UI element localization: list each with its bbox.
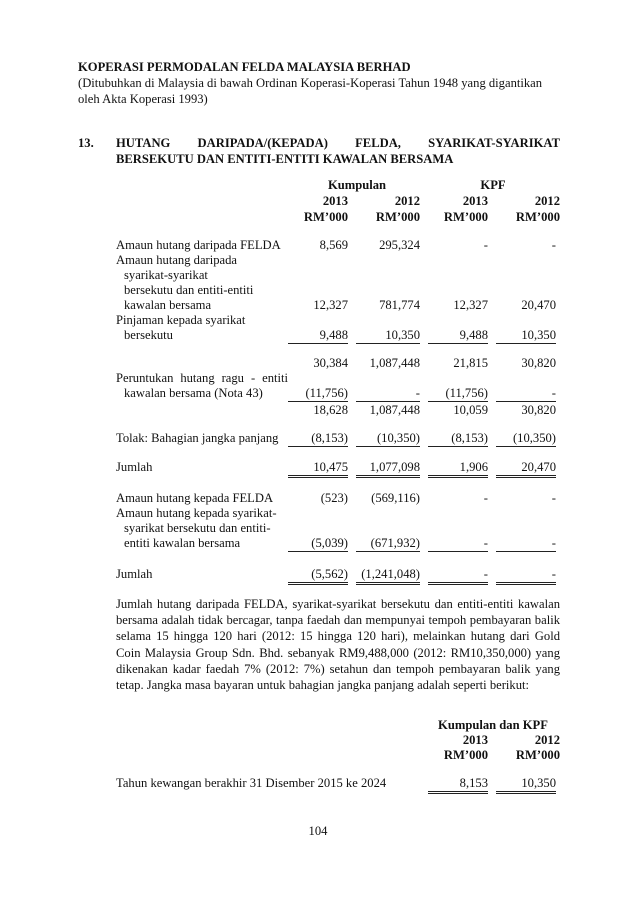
note-title-line-2: BERSEKUTU DAN ENTITI-ENTITI KAWALAN BERSAMA: [116, 152, 454, 166]
total-cell: -: [428, 567, 488, 585]
note-title-word: DARIPADA/(KEPADA): [197, 136, 328, 150]
subtotal-cell: 18,628: [313, 403, 348, 417]
table-cell: (5,039): [288, 536, 348, 552]
organization-subtitle-line-2: oleh Akta Koperasi 1993): [78, 92, 208, 106]
table-cell: (523): [320, 491, 348, 505]
table-cell: 9,488: [288, 328, 348, 344]
year-header: 2012: [394, 194, 420, 208]
table-cell: (569,116): [371, 491, 420, 505]
total-cell: 1,906: [428, 460, 488, 478]
row-label: kawalan bersama: [124, 298, 212, 312]
table-cell: 10,350: [356, 328, 420, 344]
row-label: kawalan bersama (Nota 43): [124, 386, 263, 400]
subtotal-cell: 30,820: [521, 403, 556, 417]
table-cell: -: [483, 238, 488, 252]
explanatory-paragraph: Jumlah hutang daripada FELDA, syarikat-syarikat bersekutu dan entiti-entiti kawalan bersama adalah tidak bercagar, tanpa faedah dan mempunyai tempoh pembayaran balik selama 15 hingga 120 hari (2012: 15 hingga 120 hari), melainkan hutang dari Gold Coin Malaysia Group Sdn. Bhd. sebanyak RM9,488,000 (2012: RM10,350,000) yang dikenakan kadar faedah 7% (2012: 7%) setahun dan tempoh pembayaran balik yang tetap. Jangka masa bayaran untuk bahagian jangka panjang adalah seperti berikut:: [116, 597, 560, 693]
row-label: Pinjaman kepada syarikat: [116, 313, 246, 327]
subtotal-cell: 21,815: [453, 356, 488, 370]
table-cell: (671,932): [356, 536, 420, 552]
subtotal-cell: 10,059: [453, 403, 488, 417]
row-label: Tolak: Bahagian jangka panjang: [116, 431, 279, 445]
row-label: bersekutu dan entiti-entiti: [124, 283, 254, 297]
table-cell: (8,153): [288, 431, 348, 447]
note-title-word: SYARIKAT-SYARIKAT: [428, 136, 560, 150]
table-cell: 9,488: [428, 328, 488, 344]
total-cell: (1,241,048): [356, 567, 420, 585]
table-cell: 20,470: [521, 298, 556, 312]
unit-header: RM’000: [303, 210, 348, 224]
table-cell: -: [496, 536, 556, 552]
subtotal-cell: 30,820: [521, 356, 556, 370]
table-cell: -: [496, 386, 556, 402]
unit-header: RM’000: [375, 210, 420, 224]
table-cell: (8,153): [428, 431, 488, 447]
table-cell: -: [356, 386, 420, 402]
row-label: syarikat bersekutu dan entiti-: [124, 521, 271, 535]
note-title-line-1: [116, 136, 560, 151]
year-header: 2013: [322, 194, 348, 208]
note-number: 13.: [78, 136, 94, 150]
note-title-word: FELDA,: [355, 136, 401, 150]
row-label: Jumlah: [116, 460, 153, 474]
row-label: Amaun hutang kepada syarikat-: [116, 506, 277, 520]
unit-header: RM’000: [515, 210, 560, 224]
note-title-word: HUTANG: [116, 136, 171, 150]
page-number: 104: [308, 824, 328, 838]
row-label: Amaun hutang daripada: [116, 253, 237, 267]
table-cell: 781,774: [379, 298, 420, 312]
row-label: bersekutu: [124, 328, 173, 342]
subtotal-cell: 1,087,448: [369, 356, 420, 370]
row-label: Tahun kewangan berakhir 31 Disember 2015 ke 2024: [116, 776, 387, 790]
table-cell: (11,756): [428, 386, 488, 402]
table-cell: 8,153: [428, 776, 488, 794]
subtotal-cell: 30,384: [313, 356, 348, 370]
year-header: 2013: [462, 194, 488, 208]
group-header-kpf: KPF: [480, 178, 506, 192]
row-label: syarikat-syarikat: [124, 268, 208, 282]
group-header-kumpulan: Kumpulan: [327, 178, 387, 192]
table-cell: -: [428, 536, 488, 552]
row-label: Amaun hutang kepada FELDA: [116, 491, 274, 505]
subtotal-cell: 1,087,448: [369, 403, 420, 417]
table-cell: (10,350): [356, 431, 420, 447]
row-label: Peruntukan hutang ragu - entiti: [116, 371, 288, 385]
year-header: 2012: [534, 194, 560, 208]
table-cell: (11,756): [288, 386, 348, 402]
unit-header: RM’000: [515, 748, 560, 762]
table-cell: (10,350): [496, 431, 556, 447]
table-cell: 8,569: [319, 238, 348, 252]
row-label: entiti kawalan bersama: [124, 536, 241, 550]
total-cell: (5,562): [288, 567, 348, 585]
table-cell: 12,327: [453, 298, 488, 312]
row-label: Amaun hutang daripada FELDA: [116, 238, 281, 252]
year-header: 2012: [534, 733, 560, 747]
row-label: Jumlah: [116, 567, 153, 581]
year-header: 2013: [462, 733, 488, 747]
table-cell: 10,350: [496, 776, 556, 794]
total-cell: 20,470: [496, 460, 556, 478]
total-cell: -: [496, 567, 556, 585]
group-header-kumpulan-dan-kpf: Kumpulan dan KPF: [438, 718, 548, 732]
table-cell: 12,327: [313, 298, 348, 312]
table-cell: -: [551, 238, 556, 252]
total-cell: 1,077,098: [356, 460, 420, 478]
organization-name: KOPERASI PERMODALAN FELDA MALAYSIA BERHAD: [78, 60, 411, 74]
table-cell: -: [551, 491, 556, 505]
unit-header: RM’000: [443, 748, 488, 762]
table-cell: 10,350: [496, 328, 556, 344]
organization-subtitle-line-1: (Ditubuhkan di Malaysia di bawah Ordinan Koperasi-Koperasi Tahun 1948 yang digantikan: [78, 76, 543, 90]
unit-header: RM’000: [443, 210, 488, 224]
table-cell: 295,324: [379, 238, 420, 252]
total-cell: 10,475: [288, 460, 348, 478]
table-cell: -: [483, 491, 488, 505]
